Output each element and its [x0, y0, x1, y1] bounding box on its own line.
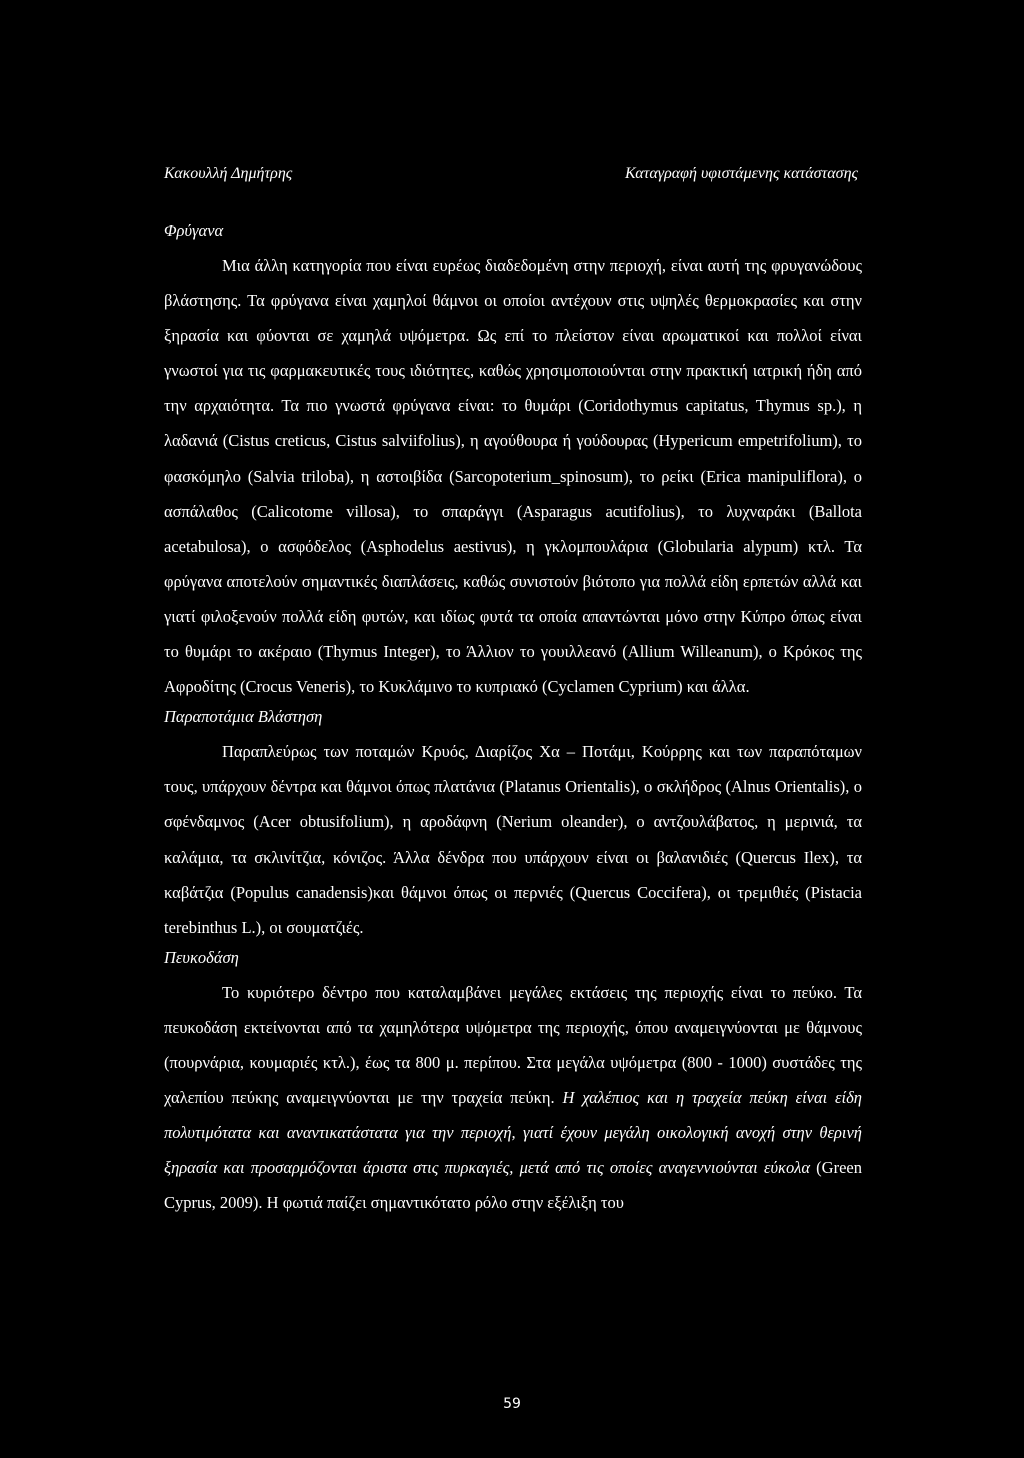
paragraph-pine-forests-end: (Green Cyprus, 2009). Η φωτιά παίζει σημαντικότατο ρόλο στην εξέλιξη του [164, 1158, 862, 1213]
section-heading-pine-forests: Πευκοδάση [164, 947, 239, 967]
paragraph-riparian-vegetation: Παραπλεύρως των ποταμών Κρυός, Διαρίζος Χα – Ποτάμι, Κούρρης και των παραπόταμων τους, υπάρχουν δέντρα και θάμνοι όπως πλατάνια (Platanus Orientalis), ο σκλήδρος (Alnus Orientalis), ο σφένδαμνος (Acer obtusifolium), η αροδάφνη (Nerium oleander), ο αντζουλάβατος, η μερινιά, τα καλάμια, τα σκλινίτζια, κόνιζος. Άλλα δένδρα που υπάρχουν είναι οι βαλανιδιές (Quercus Ilex), τα καβάτζια (Populus canadensis)και θάμνοι όπως οι περνιές (Quercus Coccifera), οι τρεμιθιές (Pistacia terebinthus L.), οι σουματζιές. [164, 742, 862, 937]
header-chapter-title: Καταγραφή υφιστάμενης κατάστασης [625, 165, 858, 182]
paragraph-pine-forests-italic: Η χαλέπιος και η τραχεία πεύκη είναι είδη πολυτιμότατα και αναντικατάστατα για την περιοχή, γιατί έχουν μεγάλη οικολογική ανοχή στην θερινή ξηρασία και προσαρμόζονται άριστα στις πυρκαγιές, μετά από τις οποίες αναγεννιούνται εύκολα [164, 1088, 862, 1178]
section-heading-phrygana: Φρύγανα [164, 221, 224, 240]
header-author: Κακουλλή Δημήτρης [164, 165, 293, 182]
paragraph-phrygana: Μια άλλη κατηγορία που είναι ευρέως διαδεδομένη στην περιοχή, είναι αυτή της φρυγανώδους βλάστησης. Τα φρύγανα είναι χαμηλοί θάμνοι οι οποίοι αντέχουν στις υψηλές θερμοκρασίες και στην ξηρασία και φύονται σε χαμηλά υψόμετρα. Ως επί το πλείστον είναι αρωματικοί και πολλοί είναι γνωστοί για τις φαρμακευτικές τους ιδιότητες, καθώς χρησιμοποιούνται στην πρακτική ιατρική ήδη από την αρχαιότητα. Τα πιο γνωστά φρύγανα είναι: το θυμάρι (Coridothymus capitatus, Thymus sp.), η λαδανιά (Cistus creticus, Cistus salviifolius), η αγούθουρα ή γούδουρας (Hypericum empetrifolium), το φασκόμηλο (Salvia triloba), η αστοιβίδα (Sarcopoterium_spinosum), το ρείκι (Erica manipuliflora), ο ασπάλαθος (Calicotome villosa), το σπαράγγι (Asparagus acutifolius), το λυχναράκι (Ballota acetabulosa), ο ασφόδελος (Asphodelus aestivus), η γκλομπουλάρια (Globularia alypum) κτλ. Τα φρύγανα αποτελούν σημαντικές διαπλάσεις, καθώς συνιστούν βιότοπο για πολλά είδη ερπετών αλλά και γιατί φιλοξενούν πολλά είδη φυτών, και ιδίως φυτά τα οποία απαντώνται μόνο στην Κύπρο όπως είναι το θυμάρι το ακέραιο (Thymus Integer), το Άλλιον το γουιλλεανό (Allium Willeanum), ο Κρόκος της Αφροδίτης (Crocus Veneris), το Κυκλάμινο το κυπριακό (Cyclamen Cyprium) και άλλα. [164, 256, 862, 697]
section-heading-riparian-vegetation: Παραποτάμια Βλάστηση [164, 707, 323, 727]
paragraph-pine-forests-start: Το κυριότερο δέντρο που καταλαμβάνει μεγάλες εκτάσεις της περιοχής είναι το πεύκο. Τα πευκοδάση εκτείνονται από τα χαμηλότερα υψόμετρα της περιοχής, όπου αναμειγνύονται με θάμνους (πουρνάρια, κουμαριές κτλ.), έως τα 800 μ. περίπου. Στα μεγάλα υψόμετρα (800 - 1000) συστάδες της χαλεπίου πεύκης αναμειγνύονται με την τραχεία πεύκη. [164, 982, 862, 1108]
page-number: 59 [503, 1396, 521, 1412]
page-body [164, 218, 862, 1220]
paragraph-pine-forests [164, 975, 862, 1221]
